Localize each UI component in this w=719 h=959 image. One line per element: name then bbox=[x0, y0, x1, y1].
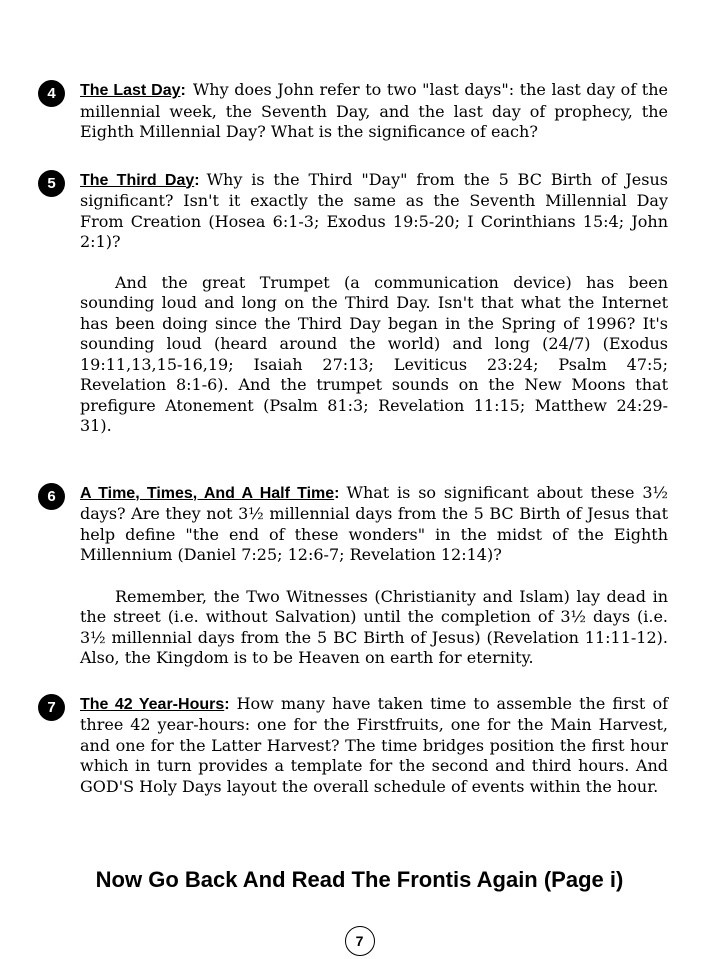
item-body-text: Why is the Third "Day" from the 5 BC Birth of Jesus significant? Isn't it exactly the same as the Seventh Millennial Day From Creation (Hosea 6:1-3; Exodus 19:5-20; I Corinthians 15:4; John 2:1)? bbox=[80, 169, 668, 251]
sub-paragraph-trumpet: And the great Trumpet (a communication device) has been sounding loud and long on the Third Day. Isn't that what the Internet has been doing since the Third Day began in the Spring of 1996? It's sounding loud (heard around the world) and long (24/7) (Exodus 19:11,13,15-16,19; Isaiah 27:13; Leviticus 23:24; Psalm 47:5; Revelation 8:1-6). And the trumpet sounds on the New Moons that prefigure Atonement (Psalm 81:3; Revelation 11:15; Matthew 24:29-31). bbox=[80, 272, 668, 435]
item-body-text: What is so significant about these 3½ days? Are they not 3½ millennial days from the 5 BC Birth of Jesus that help define "the end of these wonders" in the midst of the Eighth Millennium (Daniel 7:25; 12:6-7; Revelation 12:14)? bbox=[80, 482, 668, 564]
item-number-badge bbox=[38, 80, 65, 107]
item-number-badge bbox=[38, 694, 65, 721]
item-paragraph bbox=[80, 80, 668, 143]
page-number-text: 7 bbox=[355, 933, 364, 949]
item-title: The Last Day bbox=[80, 82, 181, 99]
numbered-item-6 bbox=[38, 483, 719, 566]
item-number-badge bbox=[38, 170, 65, 197]
item-number-badge bbox=[38, 483, 65, 510]
item-title-separator: : bbox=[224, 695, 230, 713]
sub-paragraph-witnesses: Remember, the Two Witnesses (Christianity and Islam) lay dead in the street (i.e. without Salvation) until the completion of 3½ days (i.e. 3½ millennial days from the 5 BC Birth of Jesus) (Revelation 11:11-12). Also, the Kingdom is to be Heaven on earth for eternity. bbox=[80, 586, 668, 667]
item-paragraph bbox=[80, 170, 668, 253]
item-paragraph bbox=[80, 694, 668, 798]
numbered-item-4 bbox=[38, 80, 719, 143]
numbered-item-5 bbox=[38, 170, 719, 253]
item-number: 4 bbox=[47, 85, 56, 102]
item-number: 7 bbox=[47, 698, 56, 716]
item-number: 5 bbox=[47, 174, 56, 192]
item-body-text: How many have taken time to assemble the first of three 42 year-hours: one for the Firstfruits, one for the Main Harvest, and one for the Latter Harvest? The time bridges position the first hour which in turn provides a template for the second and third hours. And GOD'S Holy Days layout the overall schedule of events within the hour. bbox=[80, 693, 669, 796]
item-number: 6 bbox=[47, 487, 56, 505]
numbered-item-7 bbox=[38, 694, 719, 798]
item-title: The Third Day bbox=[80, 171, 195, 189]
item-paragraph bbox=[80, 483, 668, 566]
item-title-separator: : bbox=[194, 171, 200, 189]
item-body-text: Why does John refer to two "last days": the last day of the millennial week, the Seventh Day, and the last day of prophecy, the Eighth Millennial Day? What is the significance of each? bbox=[80, 80, 668, 141]
item-title: The 42 Year-Hours bbox=[80, 695, 225, 713]
page-number bbox=[345, 926, 375, 956]
item-title: A Time, Times, And A Half Time bbox=[80, 484, 335, 502]
footer-heading: Now Go Back And Read The Frontis Again (Page i) bbox=[95, 867, 624, 892]
item-title-separator: : bbox=[180, 82, 186, 99]
item-title-separator: : bbox=[334, 484, 340, 502]
